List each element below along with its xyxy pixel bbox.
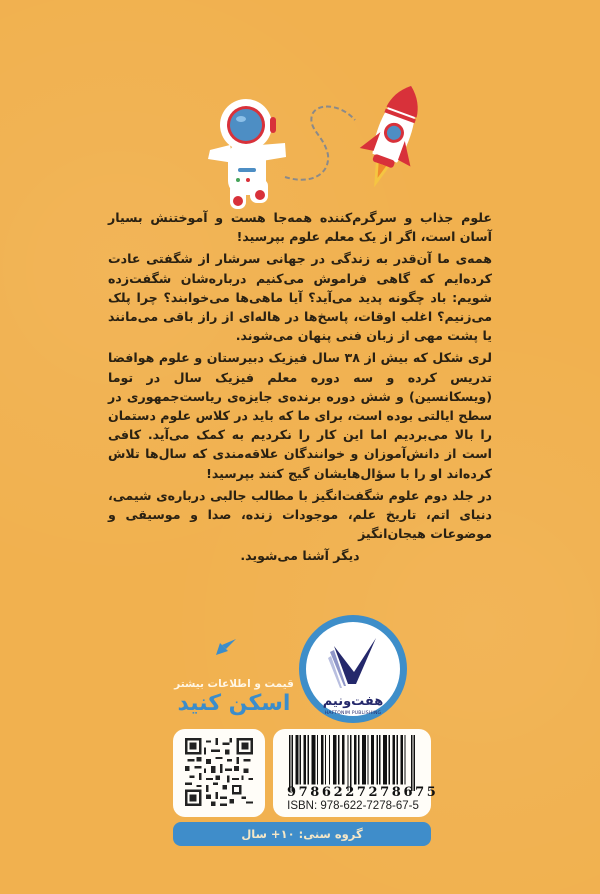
publisher-logo bbox=[299, 615, 407, 723]
tether-icon bbox=[285, 107, 355, 180]
astronaut-icon bbox=[208, 99, 286, 209]
barcode-digits: 9786227278675 bbox=[287, 785, 439, 800]
isbn-label: ISBN: 978-622-7278-67-5 bbox=[287, 800, 419, 812]
blurb-paragraph-1: علوم جذاب و سرگرم‌کننده همه‌جا هست و آموختنش بسیار آسان است، اگر از یک معلم علوم بپرسید! bbox=[108, 210, 492, 245]
barcode-icon bbox=[289, 735, 415, 791]
blurb-paragraph-3: لری شکل که بیش از ۳۸ سال فیزیک دبیرستان و علوم هوافضا تدریس کرده و سه دوره معلم فیزیک سال در توما (ویسکانسین) و شش دوره برنده‌ی جایزه‌ی ریاست‌جمهوری در سطح ایالتی بوده است، برای ما که باید در کلاس علوم دستمان را بالا می‌بردیم اما این کار را نکردیم به کمک می‌آید. کافی است از دانش‌آموزان و خوانندگان علاقه‌مندی که سال‌ها تلاش کرده‌اند او را با سؤال‌هایشان گیج کنند بپرسید! bbox=[108, 350, 492, 481]
scan-title: اسکن کنید bbox=[177, 691, 291, 716]
rocket-icon bbox=[349, 77, 430, 197]
age-group-badge: گروه سنی: ۱۰+ سال bbox=[173, 822, 431, 846]
seven-mark-icon bbox=[328, 632, 380, 692]
blurb-paragraph-5: دیگر آشنا می‌شوید. bbox=[240, 548, 360, 564]
scan-subtitle: قیمت و اطلاعات بیشتر bbox=[174, 678, 294, 690]
back-cover-blurb bbox=[108, 208, 492, 569]
arrow-down-left-icon bbox=[212, 633, 238, 659]
qr-code-icon[interactable] bbox=[185, 738, 253, 806]
qr-code-card[interactable] bbox=[173, 729, 265, 817]
blurb-paragraph-4: در جلد دوم علوم شگفت‌انگیز با مطالب جالبی درباره‌ی شیمی، دنیای اتم، تاریخ علم، موجودات زنده، صدا و موسیقی و موضوعات هیجان‌انگیز bbox=[108, 487, 492, 542]
barcode-card bbox=[273, 729, 439, 817]
publisher-name-en: HAFTONIM PUBLISHING bbox=[324, 711, 382, 716]
publisher-name-fa: هفت‌ونیم bbox=[322, 694, 384, 709]
blurb-paragraph-2: همه‌ی ما آن‌قدر به زندگی در جهانی سرشار از شگفتی عادت کرده‌ایم که گاهی فراموش می‌کنیم درباره‌شان شگفت‌زده شویم: باد چگونه پدید می‌آید؟ آیا ماهی‌ها می‌خوابند؟ چرا پلک می‌زنیم؟ اغلب اوقات، پاسخ‌ها در هاله‌ای از راز باقی می‌مانند یا پشت مهی از زبان فنی پنهان می‌شوند. bbox=[108, 251, 492, 344]
astronaut-rocket-illustration bbox=[190, 75, 430, 215]
